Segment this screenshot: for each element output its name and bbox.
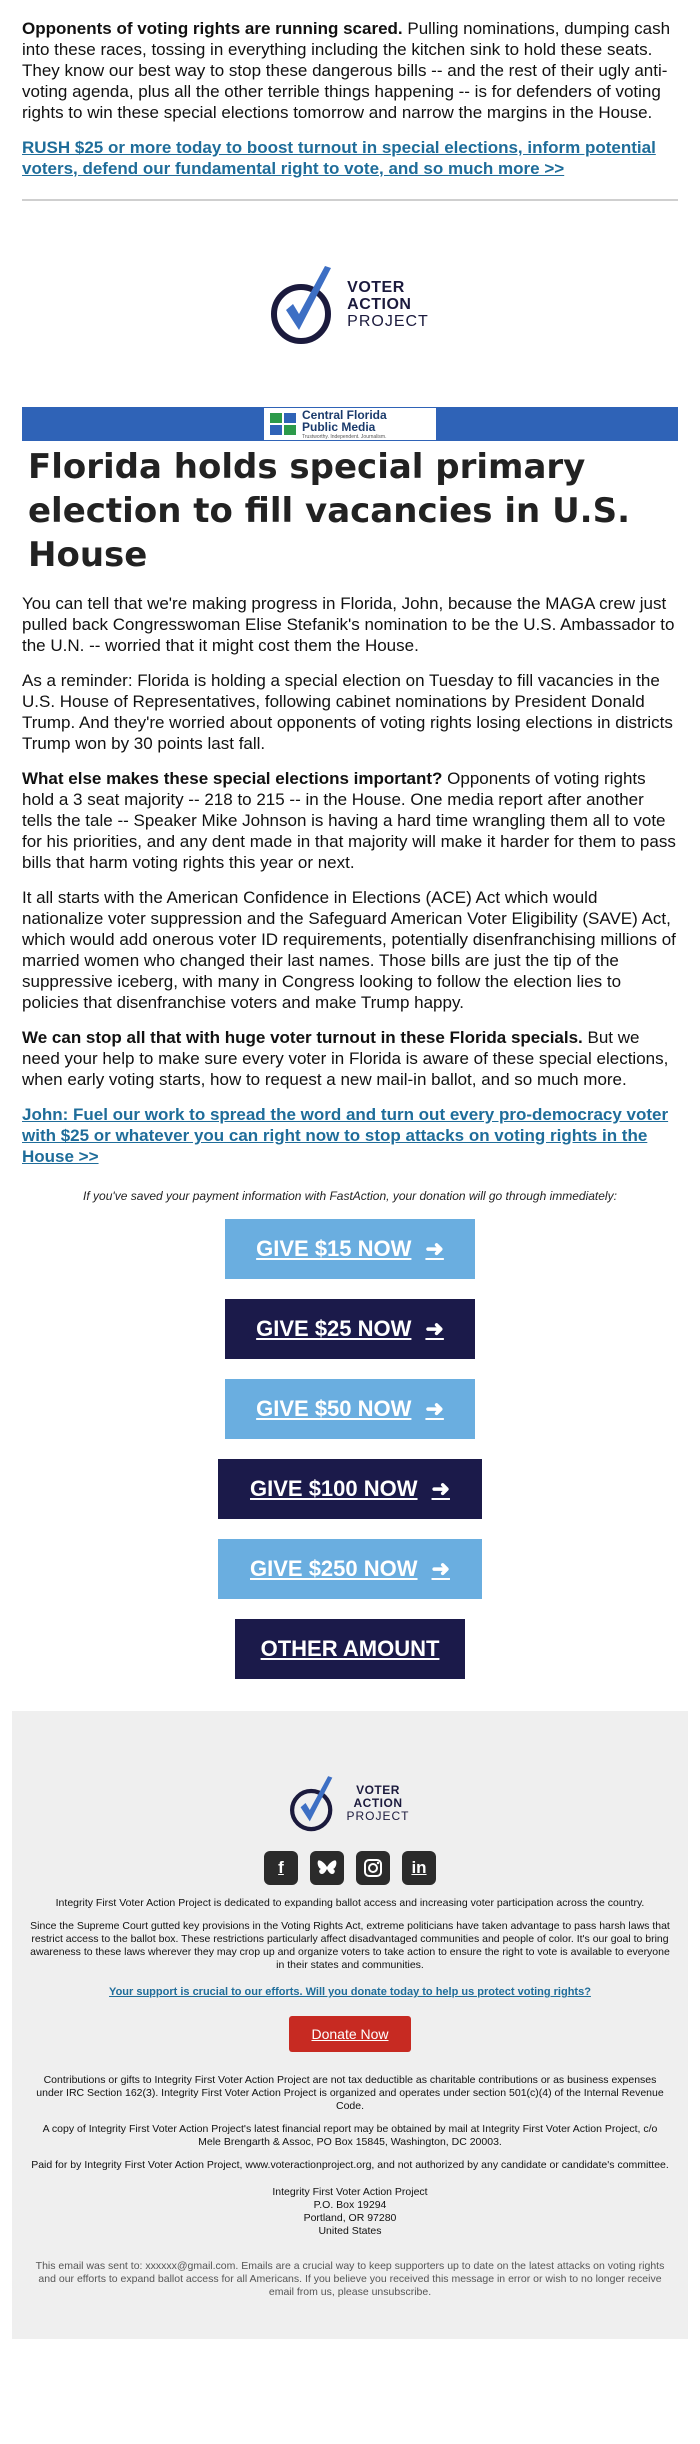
article-paragraph-5: [22, 1027, 678, 1090]
voter-action-project-logo: [271, 262, 429, 346]
give-15-button[interactable]: [225, 1219, 475, 1279]
give-25-button[interactable]: [225, 1299, 475, 1359]
give-100-label: GIVE $100 NOW: [250, 1476, 418, 1501]
bluesky-icon[interactable]: [310, 1851, 344, 1885]
intro-bold: Opponents of voting rights are running scared.: [22, 19, 403, 38]
footer-paid: Paid for by Integrity First Voter Action Project, www.voteractionproject.org, and not authorized by any candidate or candidate's committee.: [31, 2159, 669, 2171]
cfpm-tagline: Trustworthy. Independent. Journalism.: [302, 433, 387, 440]
give-50-button[interactable]: [225, 1379, 475, 1439]
fastaction-note: If you've saved your payment information with FastAction, your donation will go through immediately:: [83, 1189, 617, 1203]
facebook-icon[interactable]: f: [264, 1851, 298, 1885]
arrow-right-icon: ➜: [425, 1236, 444, 1261]
logo-line-voter: VOTER: [347, 278, 405, 296]
give-25-label: GIVE $25 NOW: [256, 1316, 412, 1341]
footer-logo: [30, 1773, 670, 1833]
footer-address-name: Integrity First Voter Action Project: [272, 2186, 428, 2198]
email-body: [0, 18, 700, 1699]
footer-since: Since the Supreme Court gutted key provisions in the Voting Rights Act, extreme politicians have taken advantage to pass harsh laws that restrict access to the ballot box. These restrictions particularly affect disadvantaged communities and people of color. It's our goal to bring awareness to these laws wherever they may crop up and organize voters to take action to ensure the right to vote is available to everyone in their states and communities.: [30, 1920, 670, 1971]
donation-buttons: [22, 1219, 678, 1699]
support-donate-link[interactable]: Your support is crucial to our efforts. Will you donate today to help us protect voting rights?: [109, 1986, 591, 1998]
arrow-right-icon: ➜: [431, 1476, 450, 1501]
other-amount-button[interactable]: [235, 1619, 465, 1679]
give-100-button[interactable]: [218, 1459, 482, 1519]
cfpm-name-line2: Public Media: [302, 419, 376, 434]
article-paragraph-4: It all starts with the American Confidence in Elections (ACE) Act which would nationalize voter suppression and the Safeguard American Voter Eligibility (SAVE) Act, which would add onerous voter ID requirements, potentially disenfranchising millions of married women who changed their last names. Those bills are just the tip of the suppressive iceberg, with many in Congress looking to follow the election lies to policies that disenfranchise voters and make Trump happy.: [22, 888, 676, 1012]
give-250-label: GIVE $250 NOW: [250, 1556, 418, 1581]
logo-line-project: PROJECT: [347, 312, 429, 330]
give-250-button[interactable]: [218, 1539, 482, 1599]
article-paragraph-2: As a reminder: Florida is holding a special election on Tuesday to fill vacancies in the U.S. House of Representatives, following cabinet nominations by President Donald Trump. And they're worried about opponents of voting rights losing elections in districts Trump won by 30 points last fall.: [22, 671, 673, 753]
instagram-icon[interactable]: [356, 1851, 390, 1885]
linkedin-icon[interactable]: in: [402, 1851, 436, 1885]
intro-paragraph: [22, 18, 678, 123]
checkmark-logo-icon: [290, 1773, 338, 1833]
footer-tax: Contributions or gifts to Integrity First Voter Action Project are not tax deductible as charitable contributions or as business expenses under IRC Section 162(3). Integrity First Voter Action Project is organized and operates under section 501(c)(4) of the Internal Revenue Code.: [36, 2074, 664, 2112]
give-15-label: GIVE $15 NOW: [256, 1236, 412, 1261]
p3-bold: What else makes these special elections important?: [22, 769, 443, 788]
article-headline: Florida holds special primary election to fill vacancies in U.S. House: [28, 447, 631, 575]
cfpm-name-line1: Central Florida: [302, 407, 387, 422]
footer-address-country: United States: [318, 2225, 382, 2237]
footer-logo-line-action: ACTION: [353, 1795, 403, 1810]
logo-line-action: ACTION: [347, 295, 412, 313]
p3-text: Opponents of voting rights hold a 3 seat majority -- 218 to 215 -- in the House. One media report after another tells the tale -- Speaker Mike Johnson is having a hard time wrangling them all to vote for his priorities, and any dent made in that majority will make it harder for them to pass bills that harm voting rights this year or next.: [22, 769, 676, 872]
footer-sent-notice: This email was sent to: xxxxxx@gmail.com. Emails are a crucial way to keep supporters up to date on the latest attacks on voting rights and our efforts to expand ballot access for all Americans. If you believe you received this message in error or wish to no longer receive email from us, please unsubscribe.: [35, 2260, 665, 2298]
intro-text: Pulling nominations, dumping cash into these races, tossing in everything including the kitchen sink to hold these seats. They know our best way to stop these dangerous bills -- and the rest of their ugly anti-voting agenda, plus all the other terrible things happening -- is for defenders of voting rights to win these special elections tomorrow and narrow the margins in the House.: [22, 19, 671, 122]
give-50-label: GIVE $50 NOW: [256, 1396, 412, 1421]
p5-text: But we need your help to make sure every voter in Florida is aware of these special elections, when early voting starts, how to request a new mail-in ballot, and so much more.: [22, 1028, 669, 1089]
arrow-right-icon: ➜: [431, 1556, 450, 1581]
rush-donate-link[interactable]: RUSH $25 or more today to boost turnout in special elections, inform potential voters, defend our fundamental right to vote, and so much more >>: [22, 138, 656, 178]
donate-now-button[interactable]: Donate Now: [289, 2016, 410, 2052]
footer-address-city: Portland, OR 97280: [303, 2212, 397, 2224]
arrow-right-icon: ➜: [425, 1396, 444, 1421]
fuel-donate-link[interactable]: John: Fuel our work to spread the word and turn out every pro-democracy voter with $25 or whatever you can right now to stop attacks on voting rights in the House >>: [22, 1105, 669, 1166]
article-paragraph-3: [22, 768, 678, 873]
footer-logo-line-project: PROJECT: [346, 1808, 410, 1823]
footer-financial: A copy of Integrity First Voter Action Project's latest financial report may be obtained by mail at Integrity First Voter Action Project, c/o Mele Brengarth & Assoc, PO Box 15845, Washington, DC 20003.: [42, 2123, 658, 2148]
other-amount-label: OTHER AMOUNT: [260, 1636, 440, 1661]
article-banner: [22, 407, 678, 441]
p5-bold: We can stop all that with huge voter turnout in these Florida specials.: [22, 1028, 583, 1047]
footer: [12, 1711, 688, 2339]
logo-block: [22, 201, 678, 407]
footer-address-box: P.O. Box 19294: [313, 2199, 387, 2211]
checkmark-logo-icon: [271, 262, 339, 346]
cfpm-logo: [264, 408, 436, 440]
article-paragraph-1: You can tell that we're making progress in Florida, John, because the MAGA crew just pulled back Congresswoman Elise Stefanik's nomination to be the U.S. Ambassador to the U.N. -- worried that it might cost them the House.: [22, 594, 675, 655]
footer-logo-line-voter: VOTER: [356, 1782, 400, 1797]
social-links: [30, 1851, 670, 1885]
footer-mission: Integrity First Voter Action Project is dedicated to expanding ballot access and increasing voter participation across the country.: [55, 1897, 645, 1909]
cfpm-icon: [268, 411, 298, 437]
arrow-right-icon: ➜: [425, 1316, 444, 1341]
